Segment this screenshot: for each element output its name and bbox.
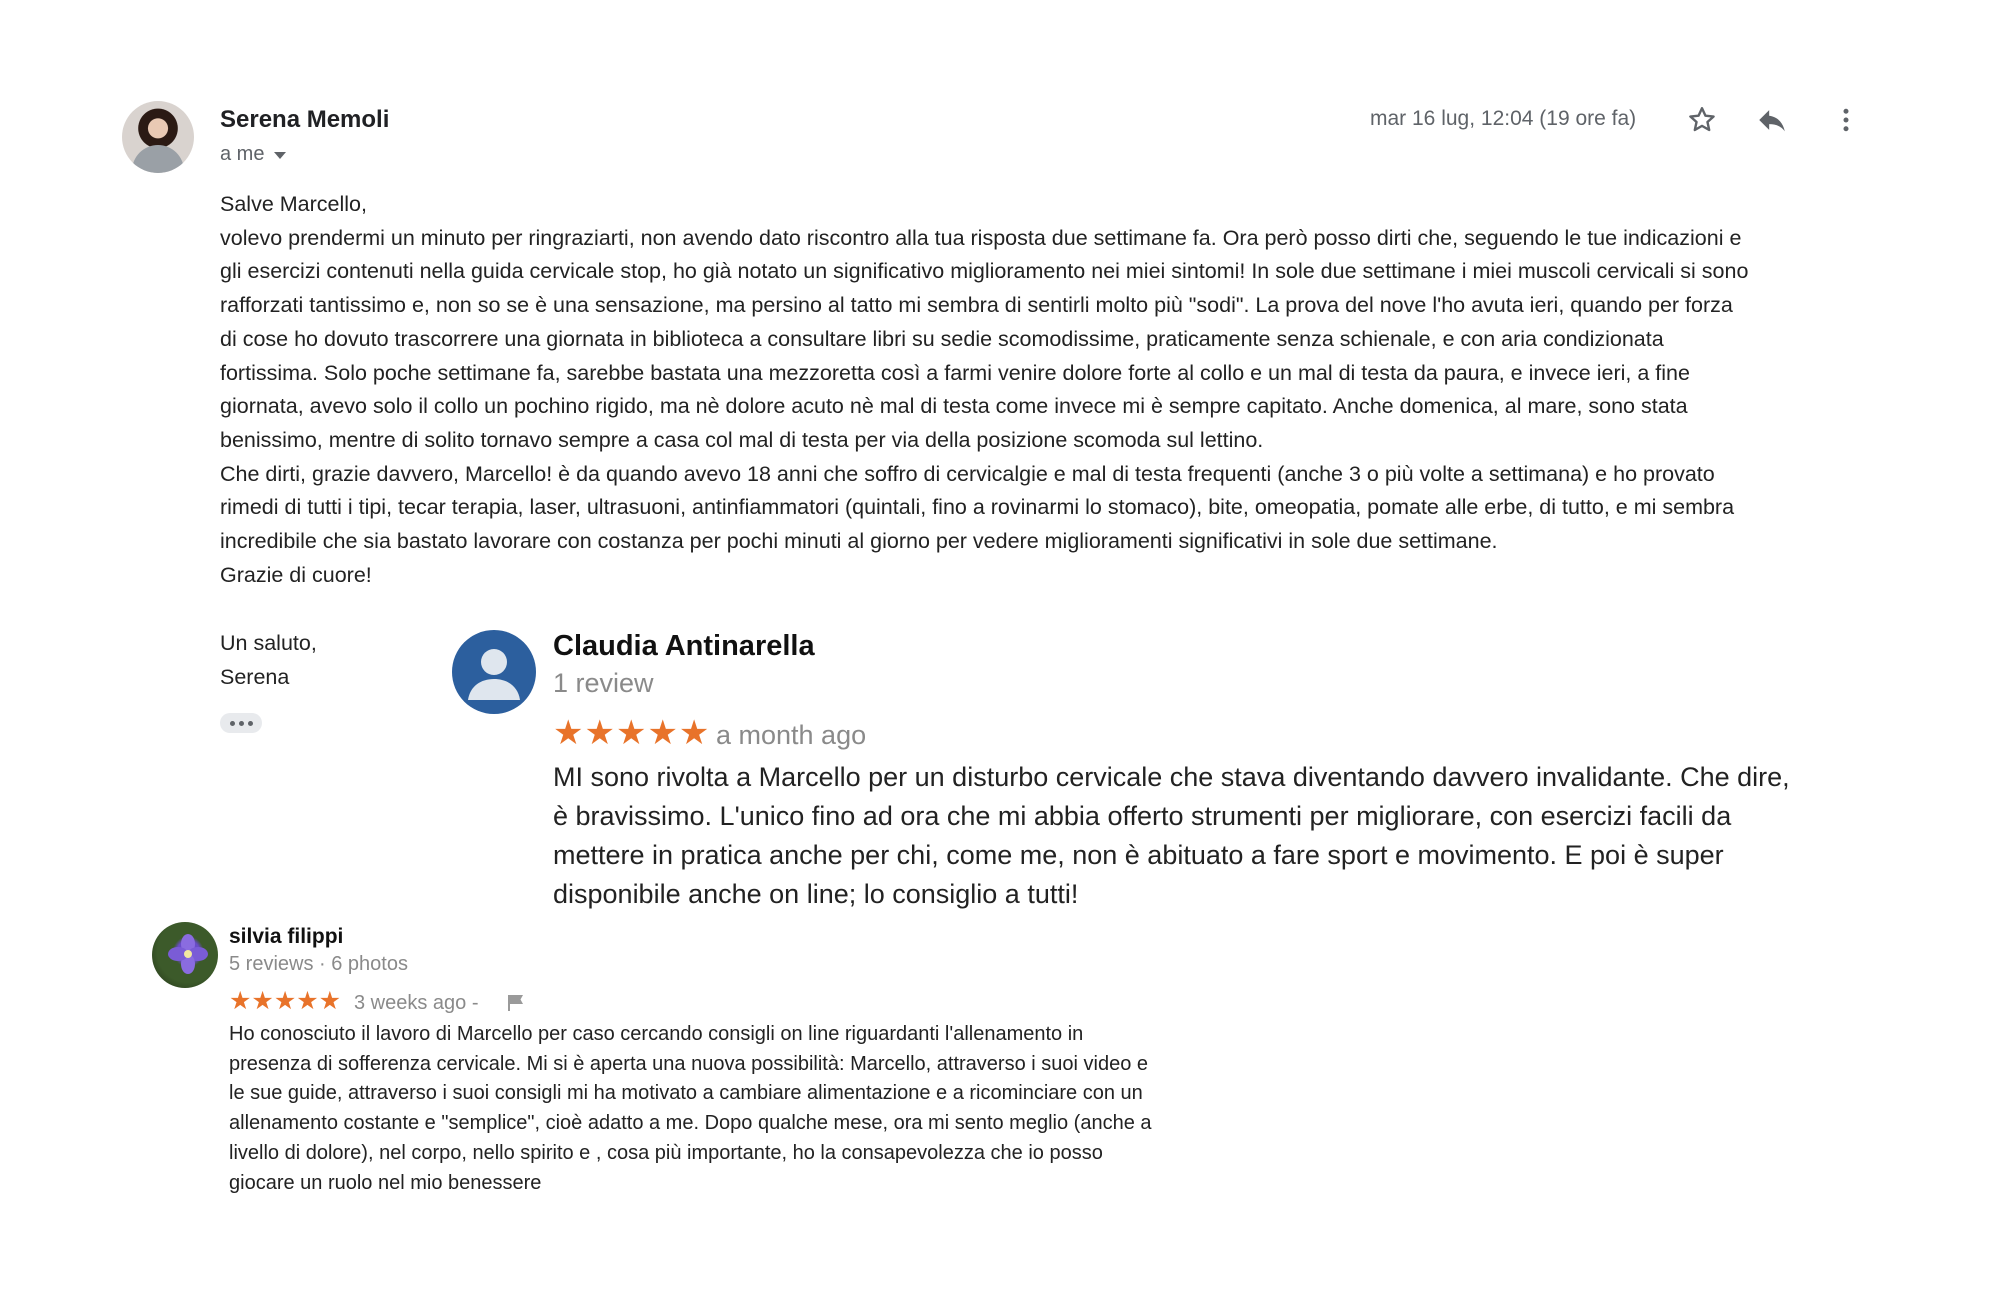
email-body-line: Salve Marcello, <box>220 192 367 216</box>
flower-icon <box>152 922 218 988</box>
reviewer-name[interactable]: silvia filippi <box>229 925 344 948</box>
email-body-line: rafforzati tantissimo e, non so se è una sensazione, ma persino al tatto mi sembra di sentirli molto più "sodi". La prova del nove l'ho avuta ieri, quando per forza <box>220 293 1733 318</box>
review-text <box>229 1020 1239 1198</box>
more-options-button[interactable] <box>1826 100 1866 140</box>
email-body-line: di cose ho dovuto trascorrere una giornata in biblioteca a consultare libri su sedie scomodissime, praticamente senza schienale, e con aria condizionata <box>220 326 1664 351</box>
review-text-line: livello di dolore), nel corpo, nello spirito e , cosa più importante, ho la consapevolezza che io posso <box>229 1141 1103 1164</box>
email-body-line: benissimo, mentre di solito tornavo sempre a casa col mal di testa per via della posizione scomoda sul lettino. <box>220 427 1264 452</box>
review-count: 1 review <box>553 668 654 698</box>
review-text-line: presenza di sofferenza cervicale. Mi si è aperta una nuova possibilità: Marcello, attraverso i suoi video e <box>229 1052 1148 1075</box>
recipient-label: a me <box>220 143 265 165</box>
review-text-line: le sue guide, attraverso i suoi consigli mi ha motivato a cambiare alimentazione e a ricominciare con un <box>229 1082 1143 1105</box>
recipient-toggle[interactable] <box>220 143 286 166</box>
more-vert-icon <box>1831 105 1861 135</box>
sender-avatar <box>122 101 194 173</box>
review-text-line: allenamento costante e "semplice", cioè adatto a me. Dopo qualche mese, ora mi sento meglio (anche a <box>229 1112 1152 1135</box>
review-meta: 5 reviews · 6 photos <box>229 953 408 975</box>
email-body-line: incredibile che sia bastato lavorare con costanza per pochi minuti al giorno per vedere miglioramenti significativi in sole due settimane. <box>220 529 1498 554</box>
show-trimmed-content-button[interactable] <box>220 713 262 733</box>
email-signoff <box>220 627 317 694</box>
email-body-line: fortissima. Solo poche settimane fa, sarebbe bastata una mezzoretta così a farmi venire dolore forte al collo e un mal di testa da paura, e invece ieri, a fine <box>220 360 1690 385</box>
reviewer-avatar <box>452 630 536 714</box>
person-icon <box>452 630 536 714</box>
star-rating: ★★★★★ <box>553 714 711 752</box>
email-body <box>220 188 1880 592</box>
review-text-line: è bravissimo. L'unico fino ad ora che mi abbia offerto strumenti per migliorare, con esercizi facili da <box>553 801 1732 831</box>
review-time: 3 weeks ago - <box>354 992 479 1014</box>
review-text-line: giocare un ruolo nel mio benessere <box>229 1171 542 1194</box>
flag-icon[interactable] <box>506 993 526 1018</box>
review-text-line: mettere in pratica anche per chi, come me, non è abituato a fare sport e movimento. E poi è super <box>553 840 1724 870</box>
reviewer-name[interactable]: Claudia Antinarella <box>553 630 815 662</box>
email-body-line: Che dirti, grazie davvero, Marcello! è da quando avevo 18 anni che soffro di cervicalgie e mal di testa frequenti (anche 3 o più volte a settimana) e ho provato <box>220 461 1715 486</box>
ellipsis-icon <box>230 721 235 726</box>
review-text-line: Ho conosciuto il lavoro di Marcello per caso cercando consigli on line riguardanti l'allenamento in <box>229 1023 1084 1045</box>
review-time: a month ago <box>716 720 867 750</box>
sender-name: Serena Memoli <box>220 106 390 133</box>
review-text <box>553 758 1883 914</box>
email-date: mar 16 lug, 12:04 (19 ore fa) <box>1370 107 1637 130</box>
reply-button[interactable] <box>1752 100 1792 140</box>
email-body-line: Grazie di cuore! <box>220 562 372 587</box>
email-body-line: volevo prendermi un minuto per ringraziarti, non avendo dato riscontro alla tua risposta due settimane fa. Ora però posso dirti che, seguendo le tue indicazioni e <box>220 225 1742 250</box>
star-button[interactable] <box>1682 100 1722 140</box>
reviewer-avatar <box>152 922 218 988</box>
email-body-line: rimedi di tutti i tipi, tecar terapia, laser, ultrasuoni, antinfiammatori (quintali, fino a rovinarmi lo stomaco), bite, omeopatia, pomate alle erbe, di tutto, e mi sembra <box>220 495 1735 520</box>
email-body-line: giornata, avevo solo il collo un pochino rigido, ma nè dolore acuto nè mal di testa come invece mi è sempre capitato. Anche domenica, al mare, sono stata <box>220 394 1688 419</box>
chevron-down-icon <box>274 152 286 159</box>
review-text-line: disponibile anche on line; lo consiglio a tutti! <box>553 879 1079 909</box>
signoff-line: Un saluto, <box>220 631 317 655</box>
signoff-line: Serena <box>220 664 290 689</box>
review-text-line: MI sono rivolta a Marcello per un disturbo cervicale che stava diventando davvero invalidante. Che dire, <box>553 762 1790 792</box>
star-outline-icon <box>1686 104 1718 136</box>
email-body-line: gli esercizi contenuti nella guida cervicale stop, ho già notato un significativo miglioramento nei miei sintomi! In sole due settimane i miei muscoli cervicali si sono <box>220 259 1749 284</box>
star-rating: ★★★★★ <box>229 987 342 1015</box>
reply-icon <box>1755 103 1789 137</box>
